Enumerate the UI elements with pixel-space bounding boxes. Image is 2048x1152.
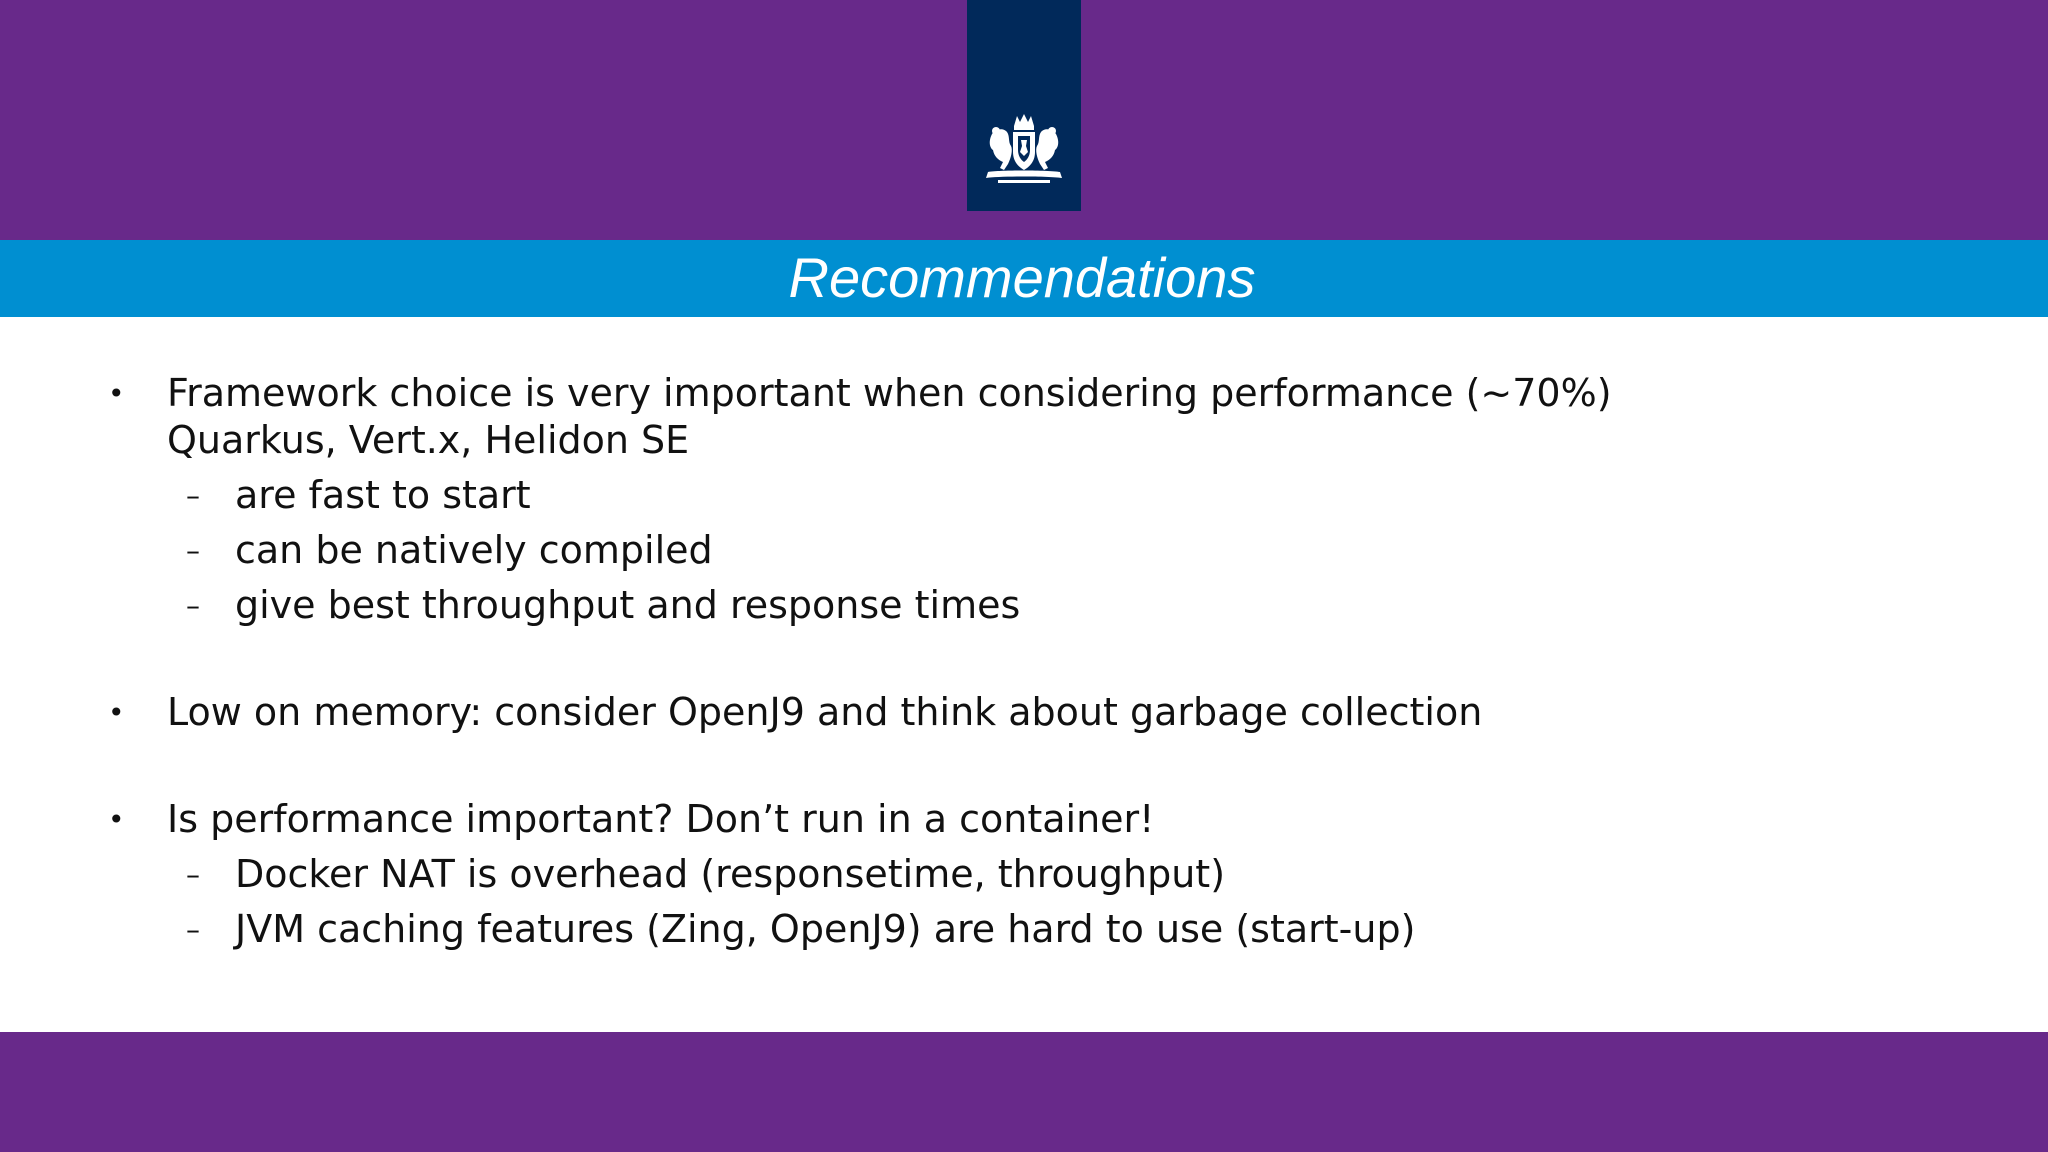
logo-block [967, 0, 1081, 211]
bullet-mark: • [108, 696, 125, 729]
slide-title-text: Recommendations [788, 246, 1256, 309]
sub-bullet-text: give best throughput and response times [235, 583, 1021, 627]
sub-bullet-item [0, 582, 2048, 629]
bullet-item [0, 689, 2048, 736]
bullet-text: Quarkus, Vert.x, Helidon SE [167, 418, 690, 462]
bullet-mark: • [108, 803, 125, 836]
sub-bullet-text: can be natively compiled [235, 528, 713, 572]
sub-bullet-item [0, 906, 2048, 953]
bullet-item [0, 417, 2048, 464]
sub-bullet-mark: – [186, 913, 200, 946]
sub-bullet-mark: – [186, 858, 200, 891]
bullet-item [0, 796, 2048, 843]
sub-bullet-mark: – [186, 534, 200, 567]
bullet-item [0, 370, 2048, 417]
slide-title [0, 244, 2048, 312]
bullet-mark: • [108, 377, 125, 410]
sub-bullet-mark: – [186, 589, 200, 622]
bullet-text: Is performance important? Don’t run in a container! [167, 797, 1155, 841]
bullet-text: Low on memory: consider OpenJ9 and think about garbage collection [167, 690, 1483, 734]
bullet-text: Framework choice is very important when considering performance (~70%) [167, 371, 1612, 415]
sub-bullet-text: are fast to start [235, 473, 531, 517]
royal-coat-of-arms-icon [980, 112, 1068, 188]
sub-bullet-mark: – [186, 479, 200, 512]
sub-bullet-item [0, 851, 2048, 898]
sub-bullet-text: Docker NAT is overhead (responsetime, throughput) [235, 852, 1226, 896]
sub-bullet-item [0, 472, 2048, 519]
footer-band [0, 1032, 2048, 1152]
sub-bullet-text: JVM caching features (Zing, OpenJ9) are hard to use (start-up) [235, 907, 1416, 951]
sub-bullet-item [0, 527, 2048, 574]
